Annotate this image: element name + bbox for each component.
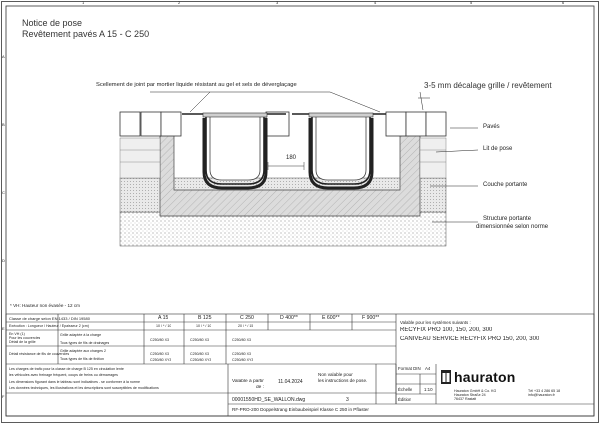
class-b125: B 125 [198,315,212,321]
valid-systems-line2: CANIVEAU SERVICE RECYFIX PRO 150, 200, 300 [400,336,540,342]
valid-from-date: 11.04.2024 [278,379,303,385]
row4-label: Détail résistance de fils de couvercles [9,352,70,356]
not-valid-1: Non valable pour [318,372,353,377]
row3-label-c: Détail de la grille [9,340,36,344]
frame-col-3: 3 [276,0,279,5]
frame-row-a: A [2,54,5,59]
footnote-vh: * VH: Hauteur non évasée - 12 cm [10,303,80,308]
frame-row-b: B [2,122,5,127]
frame-row-d: D [2,258,5,263]
row4b-val-b125: C250/80 XY3 [190,358,212,362]
hauraton-logo-icon [441,370,451,384]
callout-offset: 3-5 mm décalage grille / revêtement [424,81,552,90]
callout-lit-de-pose: Lit de pose [483,146,513,152]
frame-col-6: 6 [562,0,565,5]
section-drawing [120,112,446,246]
frame-col-1: 1 [82,0,85,5]
format-value: A4 [425,366,431,371]
row3-sub1: Grille adaptée à la charge [60,333,102,337]
frame-row-f: F [2,394,5,399]
row3-val-c250: C250/80 X3 [232,338,251,342]
callout-structure-1: Structure portante [483,216,532,222]
row4-val-c250: C250/80 X3 [232,352,251,356]
row4b-val-a15: C250/80 XY3 [150,358,172,362]
execution-c250: 20 / * / 15 [238,324,254,328]
note-3: Les dimensions figurant dans le tableau sont indicatives - se conformer à la norme [9,380,141,384]
scale-label: Échelle [398,387,413,392]
company-tel: Tél +33 4 286 65 18 [528,389,561,393]
callout-couche-portante: Couche portante [483,182,528,188]
class-a15: A 15 [158,315,169,321]
note-4: Les données techniques, les illustrations et les descriptions sont susceptibles de modifications [9,386,159,390]
class-f900: F 900** [362,315,380,321]
valid-systems-title: Valable pour les systèmes suivants : [400,320,471,325]
valid-from-label: Valable à partir [232,379,264,384]
execution-b125: 10 / * / 10 [196,324,212,328]
row4-val-b125: C250/80 X3 [190,352,209,356]
row3-label-b: Pour les couvercles [9,336,41,340]
company-line2: Hauraton Straße 24 [454,393,486,397]
execution-a15: 10 / * / 10 [156,324,172,328]
brand-name: hauraton [454,369,516,385]
company-line1: Hauraton GmbH & Co. KG [454,389,497,393]
note-2: les véhicules avec freinage fréquent, coups de freins ou démarrages [9,373,118,377]
row-execution-label: Exécution : Longueur / Hauteur / Épaisseur 2 (cm) [9,324,89,328]
row3-sub2: Tous types de fils de drainages [60,341,110,345]
revision: 3 [346,397,349,403]
note-1: Les charges de trafic pour la classe de charge B 125 en circulation lente [9,367,124,371]
scale-value: 1:10 [424,387,433,392]
frame-row-c: C [2,190,5,195]
dimension-180: 180 [286,155,297,161]
drawing-number: 00001550HD_SE_WALLON.dwg [232,397,306,403]
company-mail: info@hauraton.fr [528,393,555,397]
doc-subtitle: Revêtement pavés A 15 - C 250 [22,29,150,39]
row3-val-a15: C250/80 X3 [150,338,169,342]
frame-row-e: E [2,326,5,331]
row4b-val-c250: C250/80 XY3 [232,358,254,362]
frame-col-5: 5 [470,0,473,5]
class-c250: C 250 [240,315,254,321]
frame-col-2: 2 [178,0,181,5]
row4-sub: Grille adaptée aux charges 2 [60,349,106,353]
callout-joint: Scellement de joint par mortier liquide résistant au gel et sels de déverglaçage [96,82,297,88]
row4-sub2: Tous types de fils de finition [60,357,104,361]
valid-from-sub: de : [256,385,265,390]
class-e600: E 600** [322,315,340,321]
footer-description: RF-PRO-200 Doppelstrang Einbaubeispiel Klasse C 250 in Pflaster [232,407,369,412]
class-d400: D 400** [280,315,298,321]
row3-val-b125: C250/80 X3 [190,338,209,342]
row4-val-a15: C250/80 X3 [150,352,169,356]
format-label: Format DIN [398,366,421,371]
frame-col-4: 4 [374,0,377,5]
company-line3: 76437 Rastatt [454,397,477,401]
callout-paves: Pavés [483,124,500,130]
row3-label-a: En VH (1) [9,332,25,336]
doc-title: Notice de pose [22,18,83,28]
sheet-label: Édition [398,397,412,402]
callout-structure-2: dimensionnée selon norme [476,224,549,230]
not-valid-2: les instructions de pose. [318,378,368,383]
row-load-class-label: Classe de charge selon EN 1433 / DIN 19580 [9,316,90,321]
valid-systems-line1: RECYFIX PRO 100, 150, 200, 300 [400,327,493,333]
